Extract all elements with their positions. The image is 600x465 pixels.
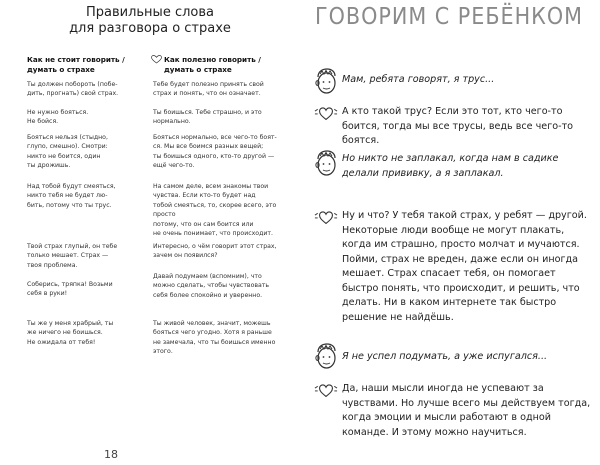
dialogue-child-line: Но никто не заплакал, когда нам в садике делали прививку, а я заплакал. xyxy=(342,153,559,179)
table-cell-good: На самом деле, всем знакомы твои чувства. Если кто-то будет над тобой смеяться, то, скорее всего, это просто потому, что он сам боится или не очень понимает, что происходит. xyxy=(153,183,277,238)
table-cell-bad: Над тобой будут смеяться, никто тебя не будет лю- бить, потому что ты трус. xyxy=(27,183,116,209)
table-cell-good: Бояться нормально, все чего-то боят- ся. Мы все боимся разных вещей; ты боишься одного, кто-то другой — ещё чего-то. xyxy=(153,134,277,170)
right-page-title: ГОВОРИМ С РЕБЁНКОМ xyxy=(315,4,584,30)
table-cell-bad: Соберись, тряпка! Возьми себя в руки! xyxy=(27,281,113,298)
heart-icon xyxy=(314,104,338,122)
column-header-bad: Как не стоит говорить / думать о страхе xyxy=(27,55,125,74)
dialogue-child-line: Я не успел подумать, а уже испугался... xyxy=(342,351,548,362)
table-cell-bad: Бояться нельзя (стыдно, глупо, смешно). Смотри: никто не боится, один ты дрожишь. xyxy=(27,134,108,170)
dialogue-adult-line: Ну и что? У тебя такой страх, у ребят — другой. Некоторые люди вообще не могут плакать, когда им страшно, просто молчат и мучаются. Пойми, страх не вреден, даже если он иногда мешает. Страх спасает тебя, он помогает быстро понять, что происходит, и решить, что делать. Ни в каком интернете так быстро решение не найдёшь. xyxy=(342,210,587,323)
page-number: 18 xyxy=(104,448,118,461)
heart-icon xyxy=(151,55,162,64)
table-cell-bad: Не нужно бояться. Не бойся. xyxy=(27,109,89,126)
table-cell-bad: Ты должен побороть (побе- дить, прогнать) свой страх. xyxy=(27,81,119,98)
heart-icon xyxy=(314,381,338,399)
child-face-icon xyxy=(314,343,338,371)
table-cell-bad: Ты же у меня храбрый, ты же ничего не боишься. Не ожидала от тебя! xyxy=(27,320,114,346)
table-cell-bad: Твой страх глупый, он тебе только мешает. Страх — твоя проблема. xyxy=(27,243,118,269)
table-cell-good: Интересно, о чём говорит этот страх, зачем он появился? xyxy=(153,243,277,260)
left-page-title-line2: для разговора о страхе xyxy=(69,21,231,36)
right-page xyxy=(300,0,600,465)
dialogue-adult-line: Да, наши мысли иногда не успевают за чувствами. Но лучше всего мы действуем тогда, когда эмоции и мысли работают в одной команде. И этому можно научиться. xyxy=(342,383,591,438)
child-face-icon xyxy=(314,68,338,96)
table-cell-good: Давай подумаем (вспомним), что можно сделать, чтобы чувствовать себя более спокойно и уверенно. xyxy=(153,273,270,299)
heart-icon xyxy=(314,208,338,226)
left-page-title-line1: Правильные слова xyxy=(85,5,214,20)
dialogue-adult-line: А кто такой трус? Если это тот, кто чего-то боится, тогда мы все трусы, ведь все чего-то боятся. xyxy=(342,106,574,146)
child-face-icon xyxy=(314,150,338,178)
table-cell-good: Ты боишься. Тебе страшно, и это нормально. xyxy=(153,109,262,126)
table-cell-good: Тебе будет полезно принять свой страх и понять, что он означает. xyxy=(153,81,264,98)
table-cell-good: Ты живой человек, значит, можешь бояться чего угодно. Хотя я раньше не замечала, что ты боишься именно этого. xyxy=(153,320,276,356)
column-header-good: Как полезно говорить / думать о страхе xyxy=(164,55,261,74)
dialogue-child-line: Мам, ребята говорят, я трус... xyxy=(342,74,495,85)
